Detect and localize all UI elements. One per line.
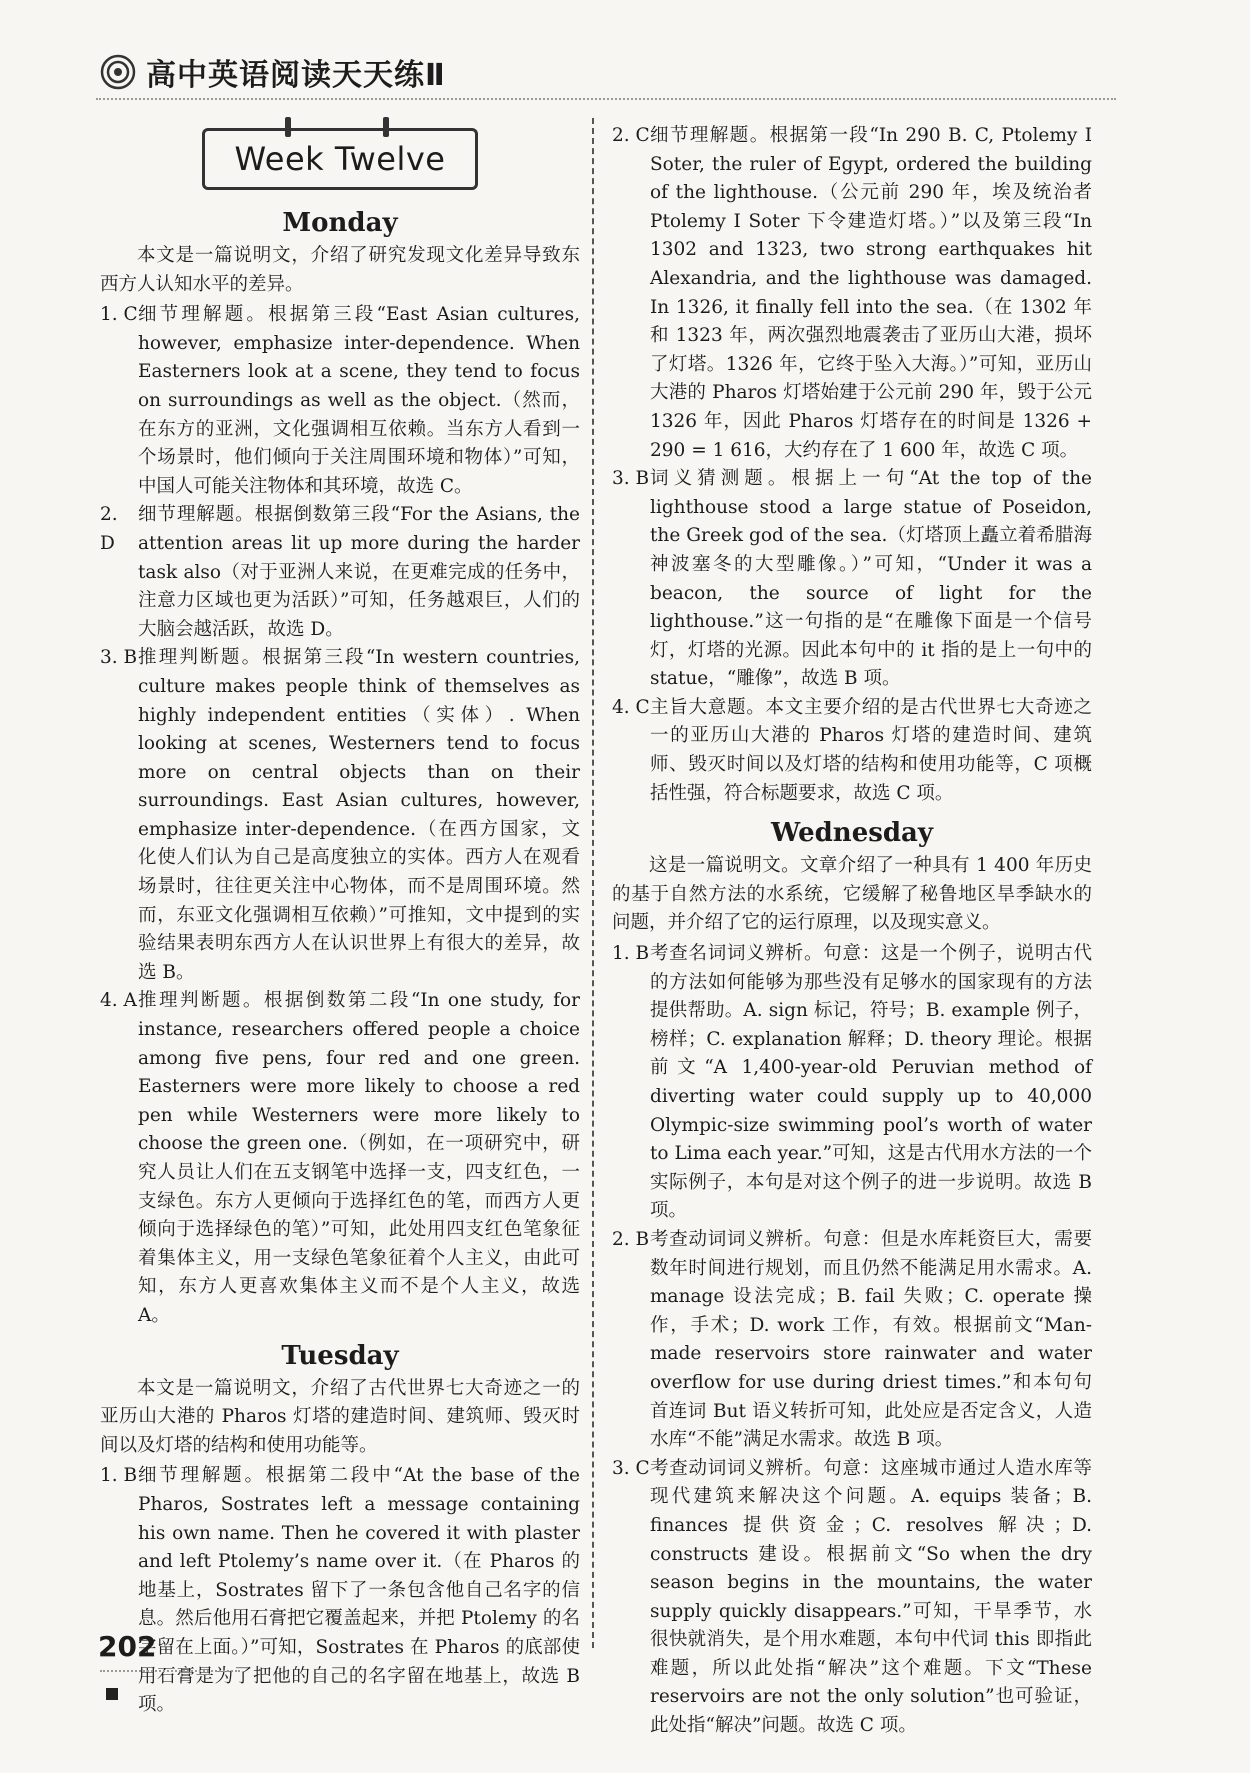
monday-answer-3 xyxy=(100,644,580,987)
answer-number: 2. B xyxy=(612,1228,650,1250)
monday-heading: Monday xyxy=(282,208,398,238)
tuesday-heading: Tuesday xyxy=(281,1340,399,1371)
answer-text: 词义猜测题。根据上一句“At the top of the lighthouse stood a large statue of Poseidon, the Greek god of the sea.（灯塔顶上矗立着希腊海神波塞冬的大型雕像。）”可知，“Under it was a beacon, the source of light for the lighthouse.”这一句指的是“在雕像下面是一个信号灯，灯塔的光源。因此本句中的 it 指的是上一句中的 statue，“雕像”，故选 B 项。 xyxy=(650,468,1092,690)
answer-number: 2. C xyxy=(612,125,650,146)
tuesday-answer-2 xyxy=(612,122,1092,465)
answer-number: 1. C xyxy=(100,304,138,326)
monday-answer-2 xyxy=(100,501,580,644)
wednesday-summary: 这是一篇说明文。文章介绍了一种具有 1 400 年历史的基于自然方法的水系统，它缓解了秘鲁地区旱季缺水的问题，并介绍了它的运行原理，以及现实意义。 xyxy=(612,855,1092,934)
monday-answer-1 xyxy=(100,301,580,501)
answer-text: 主旨大意题。本文主要介绍的是古代世界七大奇迹之一的亚历山大港的 Pharos 灯塔的建造时间、建筑师、毁灭时间以及灯塔的结构和使用功能等，C 项概括性强，符合标题要求，故选 C 项。 xyxy=(650,696,1092,804)
answer-text: 细节理解题。根据倒数第三段“For the Asians, the attention areas lit up more during the harder task also（对于亚洲人来说，在更难完成的任务中，注意力区域也更为活跃）”可知，任务越艰巨，人们的大脑会越活跃，故选 D。 xyxy=(138,504,580,640)
tuesday-answer-1 xyxy=(100,1462,580,1719)
binder-ring-right xyxy=(383,117,389,137)
answer-number: 2. D xyxy=(100,504,118,554)
answer-text: 细节理解题。根据第三段“East Asian cultures, however, emphasize inter-dependence. When Easterners look at a scene, they tend to focus on surroundings as well as the object.（然而，在东方的亚洲，文化强调相互依赖。当东方人看到一个场景时，他们倾向于关注周围环境和物体）”可知，中国人可能关注物体和其环境，故选 C。 xyxy=(138,304,580,497)
tuesday-answer-3 xyxy=(612,465,1092,694)
answer-number: 1. B xyxy=(100,1465,138,1487)
book-title: 高中英语阅读天天练Ⅱ xyxy=(146,58,446,93)
spiral-logo-icon xyxy=(100,54,136,90)
monday-summary: 本文是一篇说明文，介绍了研究发现文化差异导致东西方人认知水平的差异。 xyxy=(100,245,580,295)
left-column xyxy=(100,122,580,1720)
footer-rule xyxy=(100,1670,240,1672)
answer-number: 3. B xyxy=(612,468,650,490)
answer-number: 1. B xyxy=(612,943,650,965)
wednesday-answer-3 xyxy=(612,1455,1092,1741)
wednesday-heading: Wednesday xyxy=(770,818,934,849)
monday-answer-4 xyxy=(100,987,580,1330)
answer-number: 3. B xyxy=(100,647,138,669)
wednesday-answer-2 xyxy=(612,1226,1092,1455)
footer-square-mark xyxy=(106,1688,118,1700)
answer-number: 3. C xyxy=(612,1457,650,1479)
page-number: 202 xyxy=(98,1630,157,1663)
answer-text: 考查动词词义辨析。句意：这座城市通过人造水库等现代建筑来解决这个问题。A. equips 装备；B. finances 提供资金；C. resolves 解决；D. constructs 建设。根据前文“So when the dry season begins in the mountains, the water supply quickly disappears.”可知，干旱季节，水很快就消失，是个用水难题，本句中代词 this 即指此难题，所以此处指“解决”这个难题。下文“These reservoirs are not the only solution”也可验证，此处指“解决”问题。故选 C 项。 xyxy=(650,1457,1092,1737)
week-title: Week Twelve xyxy=(234,140,446,178)
tuesday-answer-4 xyxy=(612,694,1092,808)
page-header xyxy=(96,48,1116,100)
tuesday-summary: 本文是一篇说明文，介绍了古代世界七大奇迹之一的亚历山大港的 Pharos 灯塔的建造时间、建筑师、毁灭时间以及灯塔的结构和使用功能等。 xyxy=(100,1377,580,1456)
answer-text: 考查名词词义辨析。句意：这是一个例子，说明古代的方法如何能够为那些没有足够水的国家现有的方法提供帮助。A. sign 标记，符号；B. example 例子，榜样；C. explanation 解释；D. theory 理论。根据前文“A 1,400-year-old Peruvian method of diverting water could supply up to 40,000 Olympic-size swimming pool’s worth of water to Lima each year.”可知，这是古代用水方法的一个实际例子，本句是对这个例子的进一步说明。故选 B 项。 xyxy=(650,943,1092,1222)
wednesday-answer-1 xyxy=(612,940,1092,1226)
column-divider xyxy=(592,118,594,1648)
answer-number: 4. C xyxy=(612,696,650,718)
answer-text: 推理判断题。根据第三段“In western countries, culture makes people think of themselves as highly independent entities（实体）. When looking at scenes, Westerners tend to focus more on central objects than on their surroundings. East Asian cultures, however, emphasize inter-dependence.（在西方国家，文化使人们认为自己是高度独立的实体。西方人在观看场景时，往往更关注中心物体，而不是周围环境。然而，东亚文化强调相互依赖）”可推知，文中提到的实验结果表明东西方人在认识世界上有很大的差异，故选 B。 xyxy=(138,647,580,983)
answer-text: 细节理解题。根据第二段中“At the base of the Pharos, Sostrates left a message containing his own name. Then he covered it with plaster and left Ptolemy’s name over it.（在 Pharos 的地基上，Sostrates 留下了一条包含他自己名字的信息。然后他用石膏把它覆盖起来，并把 Ptolemy 的名字留在上面。）”可知，Sostrates 在 Pharos 的底部使用石膏是为了把他的自己的名字留在地基上，故选 B 项。 xyxy=(138,1465,580,1716)
right-column xyxy=(612,122,1092,1741)
answer-text: 推理判断题。根据倒数第二段“In one study, for instance, researchers offered people a choice among five pens, four red and one green. Easterners were more likely to choose a red pen while Westerners were more likely to choose the green one.（例如，在一项研究中，研究人员让人们在五支钢笔中选择一支，四支红色，一支绿色。东方人更倾向于选择红色的笔，而西方人更倾向于选择绿色的笔）”可知，此处用四支红色笔象征着集体主义，用一支绿色笔象征着个人主义，由此可知，东方人更喜欢集体主义而不是个人主义，故选 A。 xyxy=(138,990,580,1326)
answer-number: 4. A xyxy=(100,990,137,1012)
binder-ring-left xyxy=(285,117,291,137)
week-title-box xyxy=(202,128,478,190)
answer-text: 考查动词词义辨析。句意：但是水库耗资巨大，需要数年时间进行规划，而且仍然不能满足用水需求。A. manage 设法完成；B. fail 失败；C. operate 操作，手术；D. work 工作，有效。根据前文“Man-made reservoirs store rainwater and water overflow for use during driest times.”和本句句首连词 But 语义转折可知，此处应是否定含义，人造水库“不能”满足水需求。故选 B 项。 xyxy=(650,1228,1092,1451)
answer-text: 细节理解题。根据第一段“In 290 B. C, Ptolemy I Soter, the ruler of Egypt, ordered the building of the lighthouse.（公元前 290 年，埃及统治者 Ptolemy I Soter 下令建造灯塔。）”以及第三段“In 1302 and 1323, two strong earthquakes hit Alexandria, and the lighthouse was damaged. In 1326, it finally fell into the sea.（在 1302 年和 1323 年，两次强烈地震袭击了亚历山大港，损坏了灯塔。1326 年，它终于坠入大海。）”可知，亚历山大港的 Pharos 灯塔始建于公元前 290 年，毁于公元 1326 年，因此 Pharos 灯塔存在的时间是 1326 + 290 = 1 616，大约存在了 1 600 年，故选 C 项。 xyxy=(650,125,1092,461)
